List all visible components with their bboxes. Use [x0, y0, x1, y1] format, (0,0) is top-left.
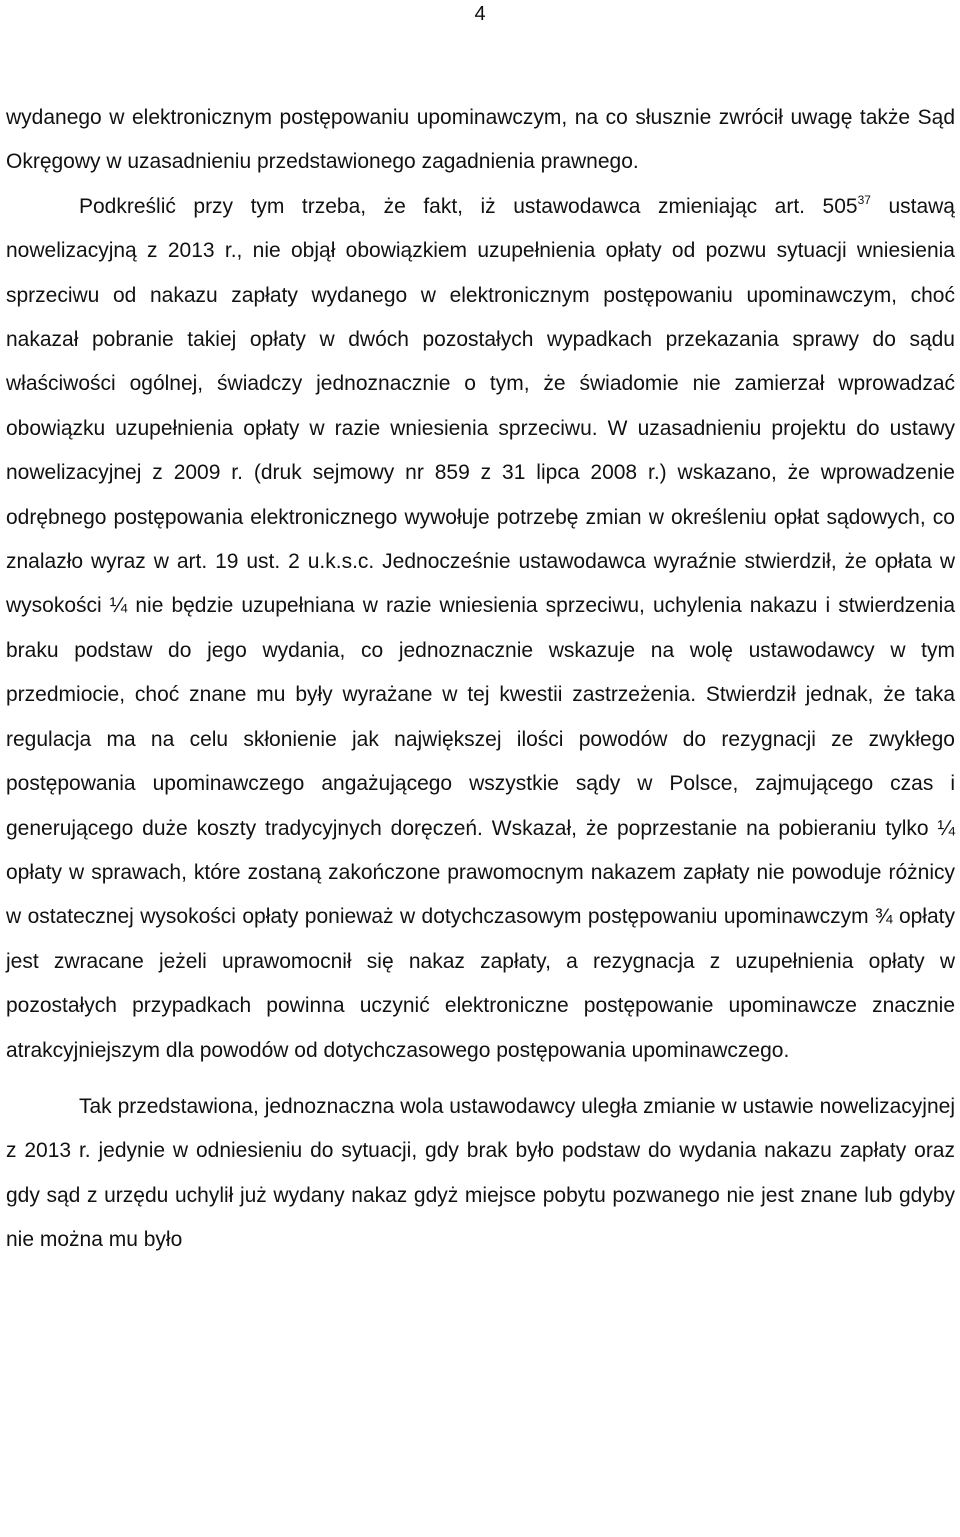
document-body: [6, 96, 955, 1263]
paragraph-art-505-body: ustawą nowelizacyjną z 2013 r., nie objął obowiązkiem uzupełnienia opłaty od pozwu sytuacji wniesienia sprzeciwu od nakazu zapłaty wydanego w elektronicznym postępowaniu upominawczym, choć nakazał pobranie takiej opłaty w dwóch pozostałych wypadkach przekazania sprawy do sądu właściwości ogólnej, świadczy jednoznacznie o tym, że świadomie nie zamierzał wprowadzać obowiązku uzupełnienia opłaty w razie wniesienia sprzeciwu. W uzasadnieniu projektu do ustawy nowelizacyjnej z 2009 r. (druk sejmowy nr 859 z 31 lipca 2008 r.) wskazano, że wprowadzenie odrębnego postępowania elektronicznego wywołuje potrzebę zmian w określeniu opłat sądowych, co znalazło wyraz w art. 19 ust. 2 u.k.s.c. Jednocześnie ustawodawca wyraźnie stwierdził, że opłata w wysokości ¼ nie będzie uzupełniana w razie wniesienia sprzeciwu, uchylenia nakazu i stwierdzenia braku podstaw do jego wydania, co jednoznacznie wskazuje na wolę ustawodawcy w tym przedmiocie, choć znane mu były wyrażane w tej kwestii zastrzeżenia. Stwierdził jednak, że taka regulacja ma na celu skłonienie jak największej ilości powodów do rezygnacji ze zwykłego postępowania upominawczego angażującego wszystkie sądy w Polsce, zajmującego czas i generującego duże koszty tradycyjnych doręczeń. Wskazał, że poprzestanie na pobieraniu tylko ¼ opłaty w sprawach, które zostaną zakończone prawomocnym nakazem zapłaty nie powoduje różnicy w ostatecznej wysokości opłaty ponieważ w dotychczasowym postępowaniu upominawczym ¾ opłaty jest zwracane jeżeli uprawomocnił się nakaz zapłaty, a rezygnacja z uzupełnienia opłaty w pozostałych przypadkach powinna uczynić elektroniczne postępowanie upominawcze znacznie atrakcyjniejszym dla powodów od dotychczasowego postępowania upominawczego.: [6, 194, 955, 1062]
paragraph-continuation: wydanego w elektronicznym postępowaniu upominawczym, na co słusznie zwrócił uwagę także Sąd Okręgowy w uzasadnieniu przedstawionego zagadnienia prawnego.: [6, 106, 955, 174]
page-number: 4: [474, 3, 486, 25]
paragraph-art-505: [6, 185, 955, 1073]
article-superscript: 37: [857, 192, 871, 207]
paragraph-art-505-lead: Podkreślić przy tym trzeba, że fakt, iż ustawodawca zmieniając art. 505: [79, 194, 858, 218]
paragraph-legislator-intent: Tak przedstawiona, jednoznaczna wola ustawodawcy uległa zmianie w ustawie nowelizacyjnej z 2013 r. jedynie w odniesieniu do sytuacji, gdy brak było podstaw do wydania nakazu zapłaty oraz gdy sąd z urzędu uchylił już wydany nakaz gdyż miejsce pobytu pozwanego nie jest znane lub gdyby nie można mu było: [6, 1094, 955, 1252]
